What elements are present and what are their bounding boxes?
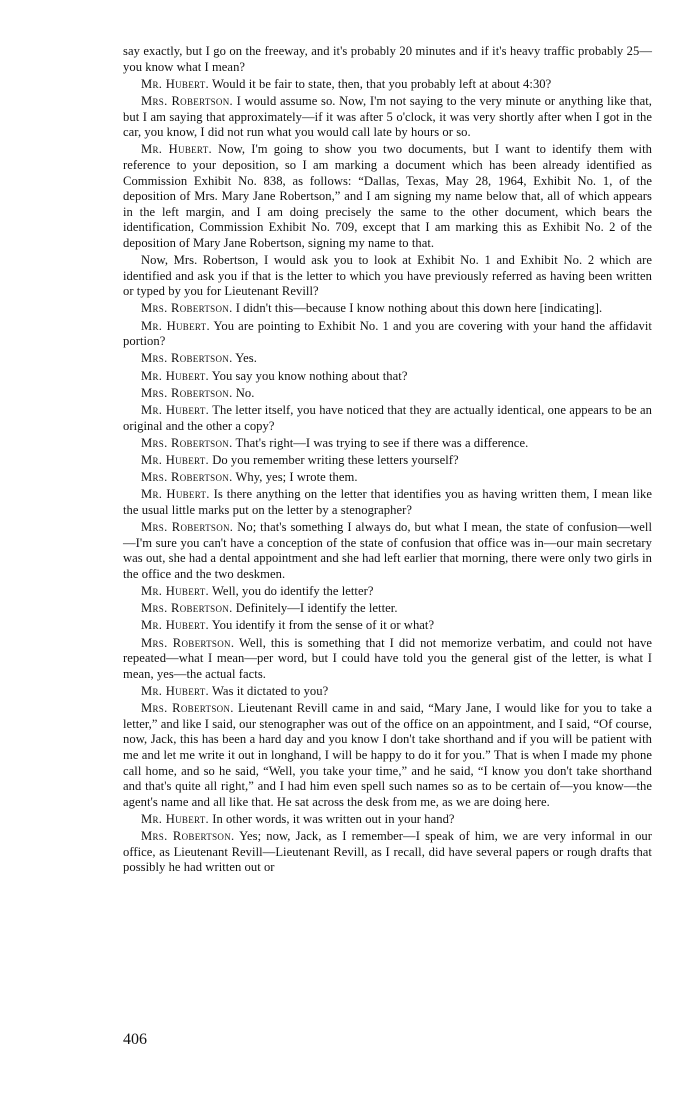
speaker-name: Mrs. Robertson. — [141, 520, 234, 535]
transcript-paragraph — [123, 470, 652, 486]
transcript-paragraph — [123, 319, 652, 350]
speaker-name: Mrs. Robertson. — [141, 93, 233, 108]
transcript-paragraph — [123, 829, 652, 876]
transcript-paragraph — [123, 618, 652, 634]
speaker-name: Mr. Hubert. — [141, 684, 210, 699]
speaker-name: Mrs. Robertson. — [141, 435, 233, 450]
speaker-name: Mr. Hubert. — [141, 142, 212, 157]
transcript-paragraph — [123, 520, 652, 582]
paragraph-text: Was it dictated to you? — [212, 684, 329, 699]
speaker-name: Mrs. Robertson. — [141, 385, 233, 400]
transcript-paragraph — [123, 453, 652, 469]
transcript-paragraph — [123, 253, 652, 300]
paragraph-text: No; that's something I always do, but what I mean, the state of confusion—well—I'm sure you can't have a conception of the state of confusion that office was in—our main secretary was out, she had a dental appointment and she had left earlier that morning, there were only two girls in the office and the two deskmen. — [123, 520, 653, 581]
speaker-name: Mrs. Robertson. — [141, 470, 233, 485]
speaker-name: Mr. Hubert. — [141, 452, 210, 467]
paragraph-text: Now, Mrs. Robertson, I would ask you to look at Exhibit No. 1 and Exhibit No. 2 which are identified and ask you if that is the letter to which you have previously referred as having been written or typed by you for Lieutenant Revill? — [123, 253, 652, 299]
transcript-paragraph — [123, 142, 652, 251]
transcript-paragraph — [123, 351, 652, 367]
speaker-name: Mrs. Robertson. — [141, 829, 235, 844]
transcript-paragraph — [123, 487, 652, 518]
paragraph-text: The letter itself, you have noticed that they are actually identical, one appears to be an original and the other a copy? — [123, 403, 652, 433]
paragraph-text: Yes; now, Jack, as I remember—I speak of him, we are very informal in our office, as Lieutenant Revill—Lieutenant Revill, as I recall, did have several papers or rough drafts that possibly he had written out or — [123, 829, 653, 875]
transcript-paragraph — [123, 436, 652, 452]
paragraph-text: Why, yes; I wrote them. — [235, 470, 358, 485]
paragraph-text: You identify it from the sense of it or what? — [211, 618, 435, 633]
transcript-paragraph — [123, 369, 652, 385]
speaker-name: Mr. Hubert. — [141, 618, 210, 633]
paragraph-text: In other words, it was written out in your hand? — [212, 811, 455, 826]
paragraph-text: I would assume so. Now, I'm not saying to the very minute or anything like that, but I am saying that approximately—if it was after 5 o'clock, it was very shortly after when I got in the car, you know, I did not run what you would call late by hours or so. — [123, 93, 653, 140]
paragraph-text: Well, you do identify the letter? — [212, 584, 374, 599]
transcript-paragraph — [123, 386, 652, 402]
transcript-paragraph — [123, 684, 652, 700]
speaker-name: Mrs. Robertson. — [141, 301, 233, 316]
speaker-name: Mrs. Robertson. — [141, 701, 234, 716]
transcript-paragraph — [123, 601, 652, 617]
transcript-paragraph — [123, 77, 652, 93]
paragraph-text: You say you know nothing about that? — [211, 368, 408, 383]
transcript-paragraph — [123, 301, 652, 317]
page-number: 406 — [123, 1031, 147, 1048]
paragraph-text: Do you remember writing these letters yourself? — [212, 452, 459, 467]
speaker-name: Mrs. Robertson. — [141, 635, 235, 650]
speaker-name: Mrs. Robertson. — [141, 351, 233, 366]
paragraph-text: Yes. — [235, 351, 257, 366]
speaker-name: Mr. Hubert. — [141, 811, 210, 826]
paragraph-text: Is there anything on the letter that identifies you as having written them, I mean like the usual little marks put on the letter by a stenographer? — [123, 487, 652, 517]
speaker-name: Mr. Hubert. — [141, 318, 210, 333]
speaker-name: Mr. Hubert. — [141, 368, 210, 383]
speaker-name: Mr. Hubert. — [141, 487, 210, 502]
paragraph-text: Would it be fair to state, then, that you probably left at about 4:30? — [212, 76, 552, 91]
speaker-name: Mr. Hubert. — [141, 403, 210, 417]
paragraph-text: Definitely—I identify the letter. — [235, 601, 398, 616]
transcript-paragraph — [123, 94, 652, 141]
transcript-paragraph — [123, 403, 652, 434]
transcript-paragraph — [123, 44, 652, 75]
paragraph-text: Now, I'm going to show you two documents, but I want to identify them with reference to your deposition, so I am marking a document which has been already identified as Commission Exhibit No. 838, as follows: “Dallas, Texas, May 28, 1964, Exhibit No. 1, of the deposition of Mrs. Mary Jane Robertson,” and I am signing my name below that, all of which appears in the left margin, and I am doing precisely the same to the other document, which bears the identification, Commission Exhibit No. 709, except that I am marking this as Exhibit No. 2 of the deposition of Mary Jane Robertson, signing my name to that. — [123, 142, 652, 250]
transcript-paragraph — [123, 584, 652, 600]
transcript-body — [123, 44, 652, 876]
transcript-paragraph — [123, 701, 652, 810]
speaker-name: Mr. Hubert. — [141, 584, 210, 599]
speaker-name: Mrs. Robertson. — [141, 601, 233, 616]
paragraph-text: say exactly, but I go on the freeway, and it's probably 20 minutes and if it's heavy traffic probably 25—you know what I mean? — [123, 44, 652, 74]
paragraph-text: Lieutenant Revill came in and said, “Mary Jane, I would like for you to take a letter,” and like I said, our stenographer was out of the office on an appointment, and I said, “Of course, now, Jack, this has been a hard day and you know I don't take shorthand and if you will be patient with me and let me write it out in longhand, I will be happy to do it for you.” That is when I made my phone call home, and so he said, “Well, you take your time,” and he said, “I know you don't take shorthand and that's quite all right,” and I had him even spell such names so as to be certain of—you know—the agent's name and all like that. He sat across the desk from me, as we are doing here. — [123, 701, 652, 809]
transcript-paragraph — [123, 636, 652, 683]
paragraph-text: I didn't this—because I know nothing about this down here [indicating]. — [235, 301, 603, 316]
paragraph-text: Well, this is something that I did not memorize verbatim, and could not have repeated—what I mean—per word, but I could have told you the general gist of the letter, is what I mean, yes—the actual facts. — [123, 635, 653, 681]
paragraph-text: No. — [235, 385, 255, 400]
speaker-name: Mr. Hubert. — [141, 76, 210, 91]
paragraph-text: That's right—I was trying to see if there was a difference. — [235, 435, 529, 450]
transcript-paragraph — [123, 812, 652, 828]
paragraph-text: You are pointing to Exhibit No. 1 and you are covering with your hand the affidavit portion? — [123, 318, 652, 349]
